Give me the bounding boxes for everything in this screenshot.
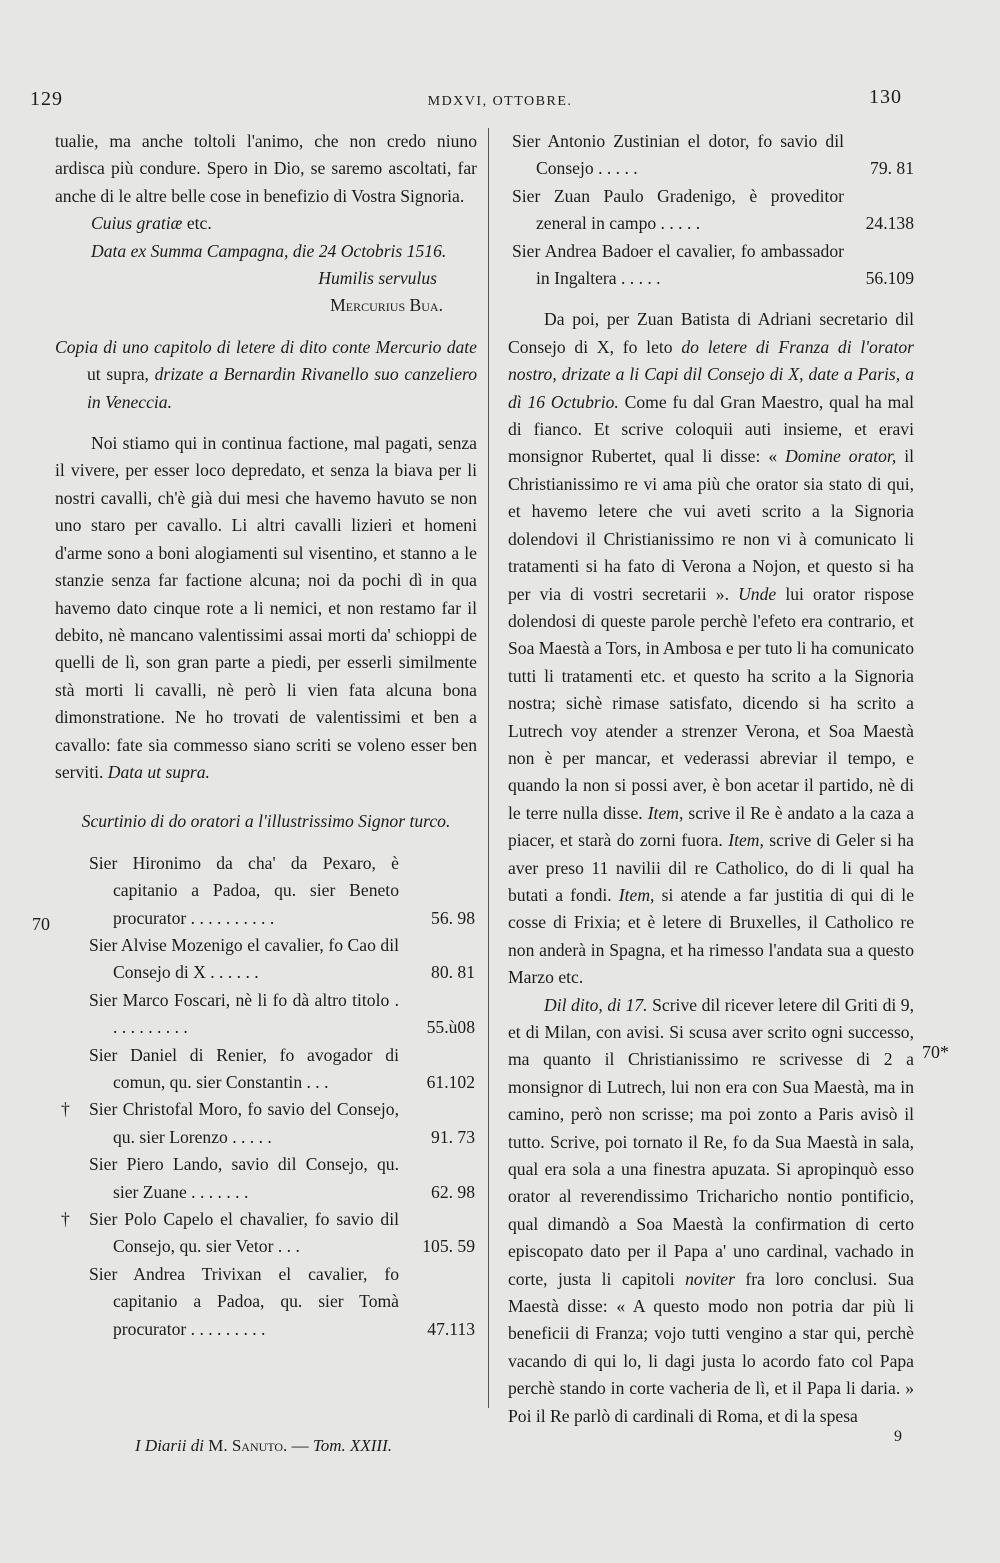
- entry-votes: 80. 81: [431, 962, 475, 983]
- signature-mark: 9: [894, 1428, 902, 1445]
- margin-number-left: 70: [32, 914, 50, 934]
- scrutiny-entry: [508, 183, 914, 238]
- dapoi-paragraph: [508, 306, 914, 991]
- cuius-text: Cuius gratiæ: [91, 213, 183, 234]
- scrutiny-entry: [55, 932, 477, 987]
- letter-closing-paragraph: tualie, ma anche toltoli l'animo, che non credo niuno ardisca più condure. Spero in Dio, se saremo ascoltati, far anche di le altre belle cose in benefizio di Vostra Signoria.: [55, 131, 477, 206]
- entry-text: Sier Antonio Zustinian el dotor, fo savio dil Consejo . . . . .: [512, 131, 844, 179]
- dapoi-text-c: Come fu dal Gran Maestro, qual ha mal di fianco. Et scrive coloquii auti insieme, et eravi monsignor Rubertet, qual li disse: «: [508, 391, 914, 467]
- entry-text: Sier Zuan Paulo Gradenigo, è proveditor zeneral in campo . . . . .: [512, 185, 844, 234]
- signature-mercurius: Mercurius Bua.: [330, 295, 443, 316]
- copia-text-a: Copia di uno capitolo di letere di dito conte Mercurio date: [55, 336, 477, 357]
- footer-author: M. Sanuto.: [208, 1436, 288, 1455]
- scrutiny-entry: [55, 1151, 477, 1206]
- spacer: [55, 786, 477, 808]
- entry-text: Sier Piero Lando, savio dil Consejo, qu. sier Zuane . . . . . . .: [89, 1154, 399, 1202]
- scrutiny-entry: [55, 1096, 477, 1151]
- spacer: [55, 836, 477, 850]
- dil-dito-text-2: fra loro conclusi. Sua Maestà disse: « A questo modo non potria dar più li beneficii di Franza; vojo tutti vengino a star qui, perchè vacando di qui lo, li dagi justa lo acordo fato col Papa perchè stando in corte vacheria de lì, et il Papa li daria. » Poi il Re parlò di cardinali di Roma, et di la spesa: [508, 1268, 914, 1426]
- margin-number-right: 70*: [922, 1042, 949, 1062]
- scrutiny-entry: [55, 1042, 477, 1097]
- noviter-text: noviter: [685, 1268, 735, 1289]
- humilis-line: Humilis servulus: [318, 268, 437, 289]
- copia-text-b: ut supra,: [87, 364, 155, 385]
- footer-volume: Tom. XXIII.: [312, 1436, 392, 1455]
- column-divider: [488, 128, 489, 1408]
- scrutiny-entry: [508, 128, 914, 183]
- dapoi-text-f: scrive il Re è andato a la caza a piacer, et starà do zorni fuora.: [508, 802, 914, 851]
- dil-dito-paragraph: [508, 992, 914, 1431]
- noi-paragraph: [55, 430, 477, 786]
- entry-votes: 61.102: [426, 1072, 475, 1092]
- right-column: [508, 128, 914, 1430]
- item-text: Item,: [618, 884, 655, 905]
- entry-text: Sier Andrea Badoer el cavalier, fo ambassador in Ingaltera . . . . .: [512, 240, 844, 289]
- entry-votes: 24.138: [865, 213, 914, 234]
- scrutiny-list: [55, 850, 477, 1343]
- entry-votes: 62. 98: [431, 1181, 475, 1202]
- dapoi-text-b: do letere di Franza di l'orator nostro, drizate a li Capi dil Consejo di X, date a Paris, a dì 16 Octubrio.: [508, 336, 914, 412]
- entry-text: Sier Alvise Mozenigo el cavalier, fo Cao dil Consejo di X . . . . . .: [89, 934, 399, 983]
- entry-text: Sier Hironimo da cha' da Pexaro, è capitanio a Padoa, qu. sier Beneto procurator . . . . . . . . . .: [89, 852, 399, 928]
- copia-heading: [55, 334, 477, 416]
- scrutiny-entry: [55, 850, 477, 932]
- dapoi-text-d: il Christianissimo re vi ama più che orator sia stato di qui, et havemo letere che vui aveti scrito a la Signoria dolendovi il Christianissimo re non vi à comunicato li tratamenti si ha fato di Verona a Nojon, et questo si ha per via di vostri secretarii ».: [508, 446, 914, 604]
- running-title: MDXVI, OTTOBRE.: [427, 94, 573, 109]
- date-line: Data ex Summa Campagna, die 24 Octobris 1516.: [91, 240, 447, 261]
- page-number-left: 129: [30, 88, 63, 110]
- entry-votes: 56.109: [865, 268, 914, 289]
- dagger-mark: †: [61, 1099, 70, 1120]
- entry-votes: 79. 81: [870, 158, 914, 179]
- left-column: [55, 128, 477, 1343]
- page-number-right: 130: [869, 86, 902, 108]
- spacer: [508, 292, 914, 306]
- unde-text: Unde: [738, 583, 777, 604]
- spacer: [55, 320, 477, 334]
- entry-votes: 105. 59: [422, 1236, 475, 1257]
- entry-text: Sier Andrea Trivixan el cavalier, fo capitanio a Padoa, qu. sier Tomà procurator . . . . . . . . .: [89, 1263, 399, 1339]
- scrutiny-entry: [55, 1206, 477, 1261]
- dagger-mark: †: [61, 1209, 70, 1230]
- scurtinio-heading: Scurtinio di do oratori a l'illustrissimo Signor turco.: [81, 811, 451, 832]
- entry-text: Sier Daniel di Renier, fo avogador di comun, qu. sier Constantin . . .: [89, 1044, 399, 1092]
- spacer: [55, 416, 477, 430]
- noi-text: Noi stiamo qui in continua factione, mal pagati, senza il vivere, per esser loco depredato, et senza la biava per li nostri cavalli, ch'è già dui mesi che havemo havuto se non uno staro per cavallo. Li altri cavalli lizieri et homeni d'arme sono a boni alogiamenti sul visentino, et stanno a le stanzie senza far factione alcuna; noi da pochi dì in qua havemo dato cinque rote a li nemici, et non restamo far il debito, nè mancano valentissimi assai morti da' schioppi de quelli de lì, son gran parte a piedi, per esserli similmente stà morti li cavalli, nè però li vien fata alcuna bona dimonstratione. Ne ho trovati de valentissimi et ben a cavallo: fate sia commesso siano scriti se voleno esser ben serviti.: [55, 433, 477, 782]
- page-footer: [135, 1436, 392, 1456]
- dapoi-text-g: scrive di Geler si ha aver preso 11 navilii dil re Catholico, do di li qual ha butati a fondi.: [508, 830, 914, 905]
- dil-dito-heading: Dil dito, di 17.: [544, 994, 648, 1015]
- scrutiny-list-continued: [508, 128, 914, 292]
- dapoi-text-h: si atende a far justitia di qui di le cosse di Frixia; et è letere di Bruxelles, il Catholico re non anderà in Spagna, et ha rimesso l'andata sua a questo Marzo etc.: [508, 884, 915, 988]
- entry-text: Sier Marco Foscari, nè li fo dà altro titolo . . . . . . . . . .: [89, 989, 399, 1038]
- footer-title: I Diarii di: [135, 1436, 204, 1455]
- entry-votes: 47.113: [427, 1318, 475, 1339]
- entry-votes: 56. 98: [431, 907, 475, 928]
- scrutiny-entry: [508, 238, 914, 293]
- dil-dito-text: Scrive dil ricever letere dil Griti di 9, et di Milan, con avisi. Si scusa aver scrito ogni successo, ma quanto il Christianissimo re scrivesse di 2 a monsignor di Lutrech, lui non era con Sua Maestà, ma in camino, però non scrisse; ma poi zonto a Paris avisò il tutto. Scrive, poi tornato il Re, fo da Sua Maestà in sala, qual era sola a una finestra apuzata. Si apropinquò esso orator al reverendissimo Tricharicho nontio pontificio, qual dimandò a Soa Maestà la confirmation di certo episcopato dato per il Papa a' uno cardinal, vachado in corte, justa li capitoli: [508, 994, 915, 1289]
- item-text: Item,: [728, 830, 764, 851]
- footer-dash: —: [287, 1436, 313, 1455]
- dapoi-text-a: Da poi, per Zuan Batista di Adriani secretario dil Consejo di X, fo leto: [508, 309, 914, 357]
- scrutiny-entry: [55, 1261, 477, 1343]
- entry-text: Sier Polo Capelo el chavalier, fo savio dil Consejo, qu. sier Vetor . . .: [89, 1209, 399, 1257]
- entry-votes: 55.ù08: [426, 1017, 475, 1038]
- noi-end: Data ut supra.: [107, 761, 210, 782]
- scrutiny-entry: [55, 987, 477, 1042]
- dapoi-text-e: lui orator rispose dolendosi di queste parole perchè l'efeto era contrario, et Soa Maestà a Tors, in Ambosa e per tuto li ha comunicato tutti li tratamenti etc. et questo ha scrito a la Signoria nostra; sichè rimase satisfato, dicendo si ha scrito a Lutrech voy atender a strenzer Verona, et Soa Maestà non è per mancar, et vederassi abreviar il tempo, e quando la non si possi aver, è bon acetar il partido, nè di le terre nulla disse.: [508, 583, 914, 823]
- entry-votes: 91. 73: [431, 1126, 475, 1147]
- item-text: Item,: [647, 802, 684, 823]
- entry-text: Sier Christofal Moro, fo savio del Consejo, qu. sier Lorenzo . . . . .: [89, 1099, 399, 1147]
- copia-text-c: drizate a Bernardin Rivanello suo canzeliero in Veneccia.: [87, 364, 477, 412]
- cuius-etc: etc.: [182, 213, 212, 234]
- cuius-line: [55, 210, 477, 237]
- domine-text: Domine orator,: [785, 446, 897, 467]
